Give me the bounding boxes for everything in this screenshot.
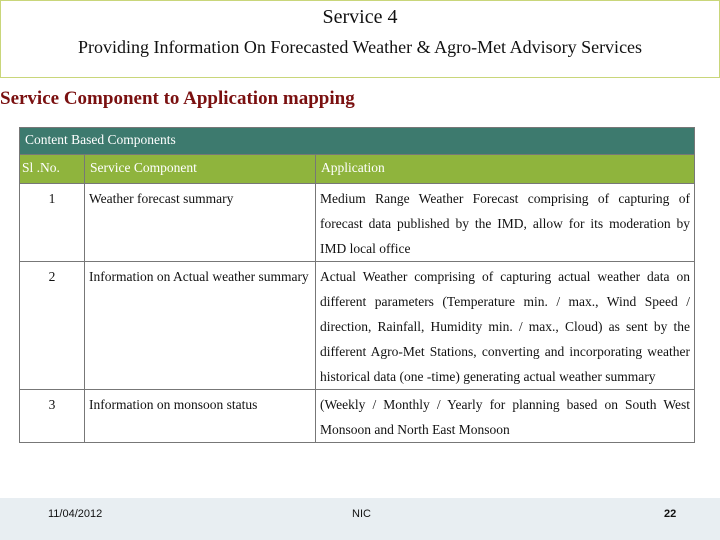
table-group-header-row <box>20 128 695 155</box>
column-header-service-component: Service Component <box>85 155 316 184</box>
row-sl-no: 3 <box>20 390 85 443</box>
row-sl-no: 1 <box>20 184 85 262</box>
slide-subtitle: Providing Information On Forecasted Weather & Agro-Met Advisory Services <box>77 37 643 57</box>
section-heading: Service Component to Application mapping <box>0 88 355 109</box>
row-service-component: Information on monsoon status <box>85 390 316 443</box>
column-header-sl-no: Sl .No. <box>20 155 85 184</box>
table-column-header-row <box>20 155 695 184</box>
service-mapping-table <box>19 127 695 443</box>
table-group-header: Content Based Components <box>20 128 695 155</box>
table-row <box>20 262 695 390</box>
column-header-application: Application <box>316 155 695 184</box>
row-application: Actual Weather comprising of capturing actual weather data on different parameters (Temperature min. / max., Wind Speed / direction, Rainfall, Humidity min. / max., Cloud) as sent by the different Agro-Met Stations, converting and incorporating weather historical data (one -time) generating actual weather summary <box>316 262 695 390</box>
row-service-component: Information on Actual weather summary <box>85 262 316 390</box>
table-row <box>20 184 695 262</box>
table-row <box>20 390 695 443</box>
row-application: (Weekly / Monthly / Yearly for planning based on South West Monsoon and North East Monsoon <box>316 390 695 443</box>
footer-org: NIC <box>352 508 371 520</box>
footer-page-number: 22 <box>664 508 677 520</box>
row-sl-no: 2 <box>20 262 85 390</box>
footer-date: 11/04/2012 <box>48 508 103 520</box>
slide-title: Service 4 <box>322 6 398 28</box>
row-application: Medium Range Weather Forecast comprising of capturing of forecast data published by the IMD, allow for its moderation by IMD local office <box>316 184 695 262</box>
row-service-component: Weather forecast summary <box>85 184 316 262</box>
